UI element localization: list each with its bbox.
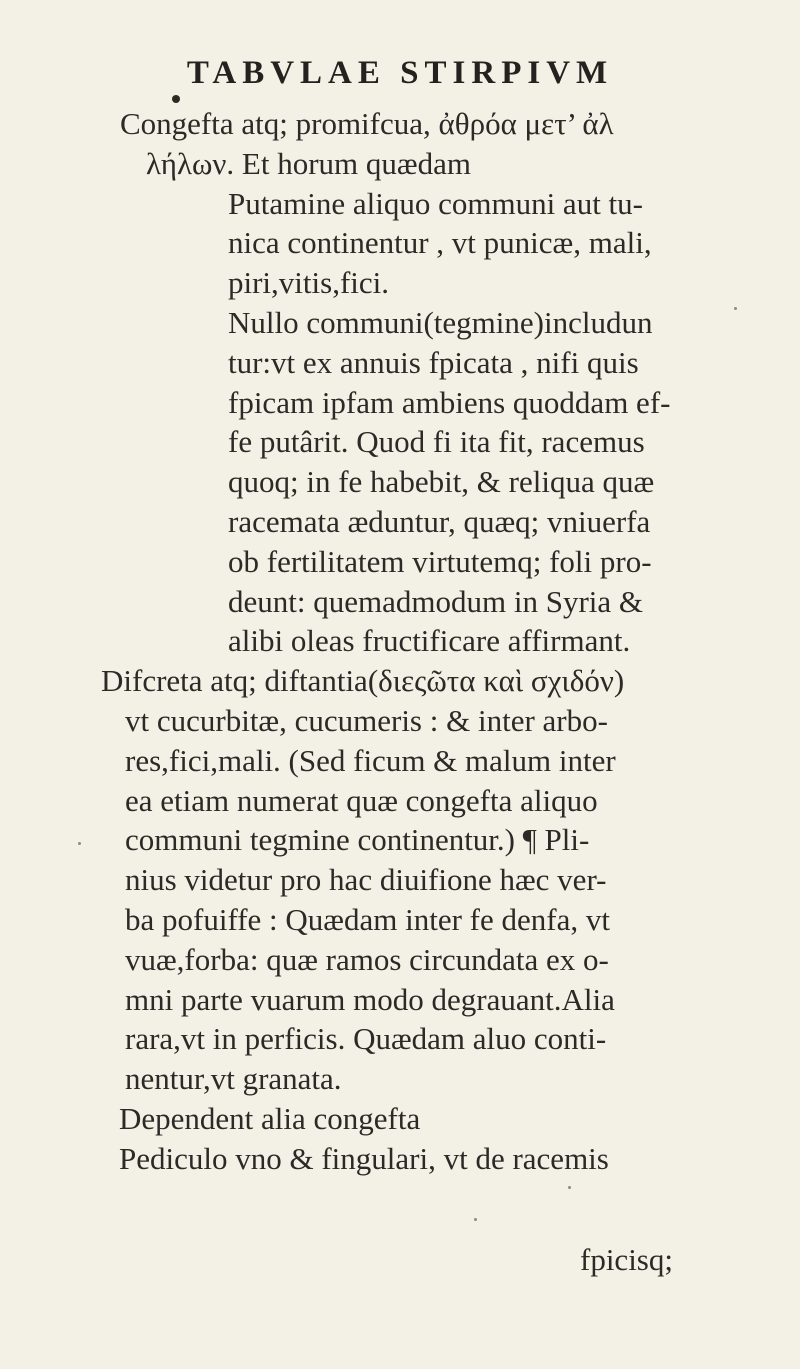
text-line: fpicam ipfam ambiens quoddam ef- — [228, 384, 671, 420]
text-line: Putamine aliquo communi aut tu- — [228, 185, 643, 221]
text-line: piri,vitis,fici. — [228, 265, 390, 301]
text-line: fe putârit. Quod fi ita fit, racemus — [228, 424, 645, 460]
text-line: Dependent alia congefta — [119, 1100, 421, 1136]
text-line: alibi oleas fructificare affirmant. — [228, 623, 631, 659]
catchword: fpicisq; — [580, 1242, 673, 1277]
text-line: vuæ,forba: quæ ramos circundata ex o- — [125, 941, 609, 977]
text-line: res,fici,mali. (Sed ficum & malum inter — [125, 742, 616, 778]
text-line: quoq; in fe habebit, & reliqua quæ — [228, 464, 655, 500]
text-line: nica continentur , vt punicæ, mali, — [228, 225, 652, 261]
text-line: Difcreta atq; diftantia(διεςῶτα καὶ σχιδόν) — [101, 663, 625, 699]
text-line: tur:vt ex annuis fpicata , nifi quis — [228, 344, 639, 380]
text-line: racemata æduntur, quæq; vniuerfa — [228, 503, 651, 539]
text-line: ob fertilitatem virtutemq; foli pro- — [228, 543, 652, 579]
text-line: rara,vt in perficis. Quædam aluo conti- — [125, 1021, 607, 1057]
text-line: Congefta atq; promifcua, ἀθρόα μετ’ ἀλ — [120, 106, 614, 141]
text-line: λήλων. Et horum quædam — [146, 145, 471, 181]
text-line: deunt: quemadmodum in Syria & — [228, 583, 644, 619]
text-line: vt cucurbitæ, cucumeris : & inter arbo- — [125, 702, 608, 738]
text-line: Nullo communi(tegmine)includun — [228, 304, 653, 340]
running-head: TABVLAE STIRPIVM — [186, 55, 614, 91]
text-line: ea etiam numerat quæ congefta aliquo — [125, 782, 598, 818]
page-body — [0, 104, 800, 1179]
paper-speck — [474, 1218, 477, 1221]
text-line: communi tegmine continentur.) ¶ Pli- — [125, 822, 590, 858]
text-line: ba pofuiffe : Quædam inter fe denfa, vt — [125, 901, 610, 937]
text-line: mni parte vuarum modo degrauant.Alia — [125, 981, 615, 1017]
text-line: nius videtur pro hac diuifione hæc ver- — [125, 862, 607, 898]
ornamental-dot — [172, 95, 180, 103]
paper-speck — [78, 842, 81, 845]
paper-speck — [734, 307, 737, 310]
text-line: nentur,vt granata. — [125, 1061, 342, 1097]
text-line: Pediculo vno & fingulari, vt de racemis — [119, 1140, 609, 1176]
paper-speck — [568, 1186, 571, 1189]
